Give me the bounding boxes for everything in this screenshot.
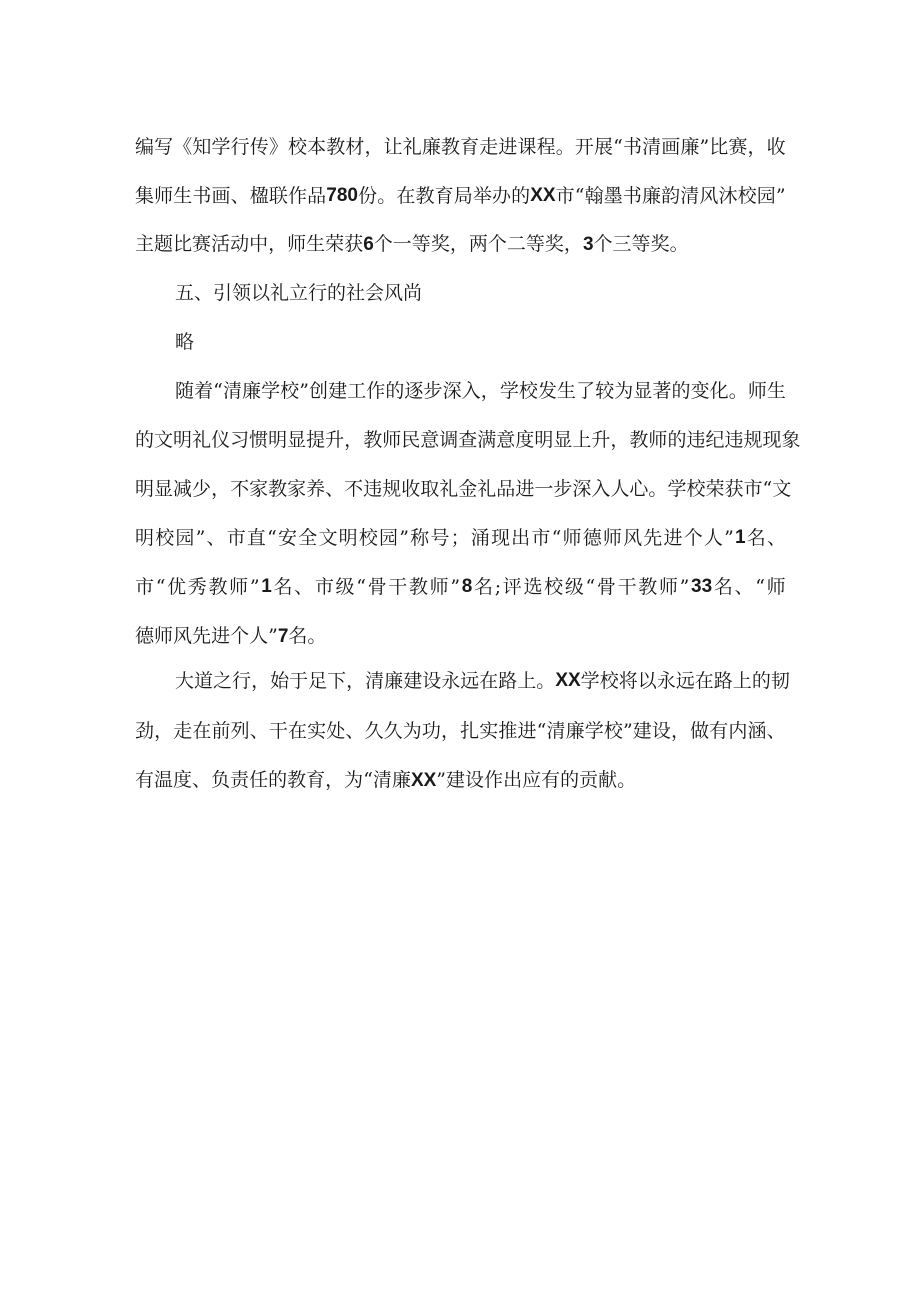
paragraph-1-line-3: 主题比赛活动中，师生荣获6个一等奖，两个二等奖，3个三等奖。: [135, 233, 689, 255]
paragraph-1-line-1: 编 写 《 知 学 行 传 》 校 本 教 材 ， 让 礼 廉 教 育 走 进 课 程 。 开 展 “ 书 清 画 廉 ” 比 赛 ， 收: [135, 136, 786, 158]
omitted-note: 略: [175, 331, 195, 353]
paragraph-2-line-4: 明 校 园 ” 、 市 直 “ 安 全 文 明 校 园 ” 称 号 ； 涌 现 出 市 “ 师 德 师 风 先 进 个 人 ” 1 名 、: [135, 527, 786, 549]
paragraph-2-line-3: 明 显 减 少 ， 不 家 教 家 养 、 不 违 规 收 取 礼 金 礼 品 进 一 步 深 入 人 心 。 学 校 荣 获 市 “ 文: [135, 478, 792, 500]
paragraph-3-line-3: 有温度、负责任的教育，为“清廉XX”建设作出应有的贡献。: [135, 769, 637, 791]
paragraph-2-line-5: 市 “ 优 秀 教 师 ” 1 名 、 市 级 “ 骨 干 教 师 ” 8 名 ; 评 选 校 级 “ 骨 干 教 师 ” 33 名 、 “ 师: [135, 576, 786, 598]
paragraph-1-line-2: 集 师 生 书 画 、 楹 联 作 品 780 份 。 在 教 育 局 举 办 的 XX 市 “ 翰 墨 书 廉 韵 清 风 沐 校 园 ”: [135, 185, 786, 207]
paragraph-2-line-2: 的 文 明 礼 仪 习 惯 明 显 提 升 ， 教 师 民 意 调 查 满 意 度 明 显 上 升 ， 教 师 的 违 纪 违 规 现 象: [135, 429, 801, 451]
paragraph-3-line-2: 劲 ， 走 在 前 列 、 干 在 实 处 、 久 久 为 功 ， 扎 实 推 进 “ 清 廉 学 校 ” 建 设 ， 做 有 内 涵 、: [135, 720, 786, 742]
section-heading-5: 五、引领以礼立行的社会风尚: [175, 282, 423, 304]
paragraph-2-line-1: 随 着 “ 清 廉 学 校 ” 创 建 工 作 的 逐 步 深 入 ， 学 校 发 生 了 较 为 显 著 的 变 化 。 师 生: [175, 380, 786, 402]
paragraph-2-line-6: 德师风先进个人”7名。: [135, 625, 327, 647]
paragraph-3-line-1: 大 道 之 行 ， 始 于 足 下 ， 清 廉 建 设 永 远 在 路 上 。 XX 学 校 将 以 永 远 在 路 上 的 韧: [175, 670, 790, 692]
